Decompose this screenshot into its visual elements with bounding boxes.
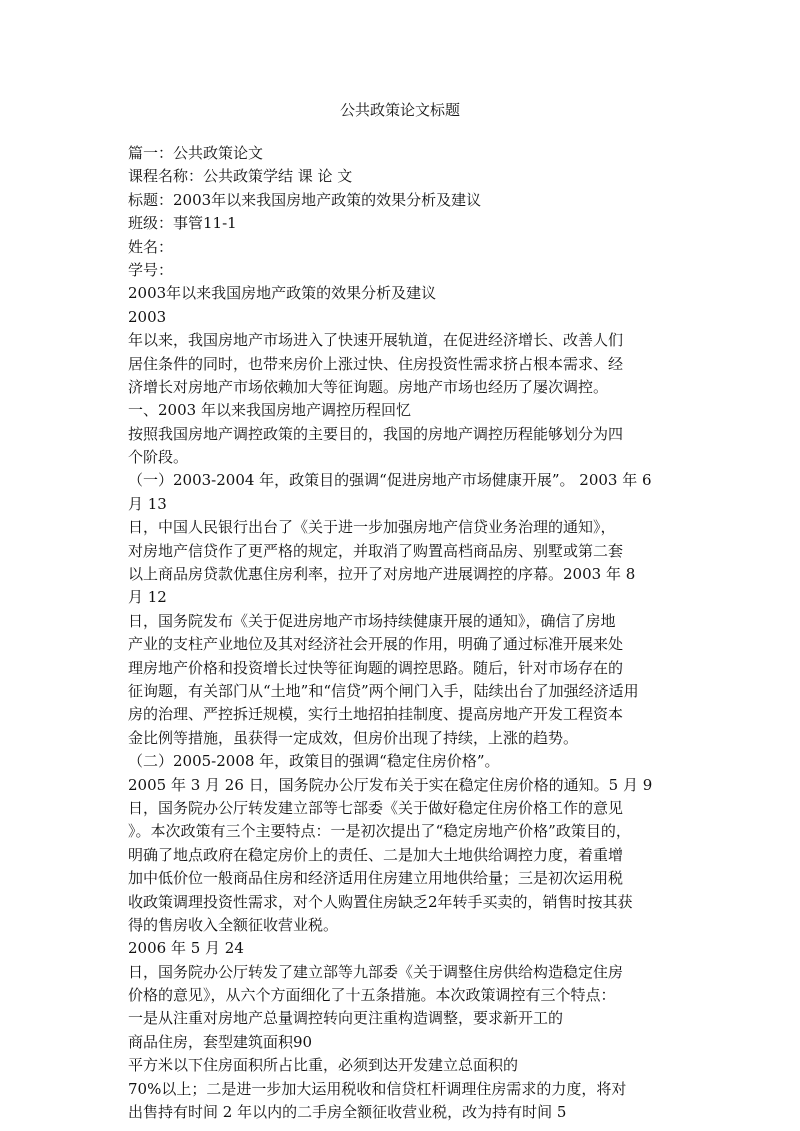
- text-line: 班级：事管11-1: [128, 214, 237, 233]
- text-line: 居住条件的同时，也带来房价上涨过快、住房投资性需求挤占根本需求、经: [128, 354, 624, 373]
- text-line: 征询题，有关部门从“土地”和“信贷”两个闸门入手，陆续出台了加强经济适用: [128, 681, 639, 700]
- text-line: 济增长对房地产市场依赖加大等征询题。房地产市场也经历了屡次调控。: [128, 377, 609, 396]
- text-line: （一）2003-2004 年，政策目的强调“促进房地产市场健康开展”。 2003 年 6: [128, 471, 652, 490]
- text-line: 产业的支柱产业地位及其对经济社会开展的作用，明确了通过标准开展来处: [128, 635, 624, 654]
- text-line: 月 12: [128, 588, 167, 607]
- text-line: 日，国务院发布《关于促进房地产市场持续健康开展的通知》，确信了房地: [128, 611, 616, 630]
- text-line: 一是从注重对房地产总量调控转向更注重构造调整，要求新开工的: [128, 1009, 564, 1028]
- text-line: 房的治理、严控拆迁规模，实行土地招拍挂制度、提高房地产开发工程资本: [128, 705, 624, 724]
- text-line: 平方米以下住房面积所占比重，必须到达开发建立总面积的: [128, 1056, 519, 1075]
- text-line: 标题：2003年以来我国房地产政策的效果分析及建议: [128, 190, 482, 209]
- text-line: 个阶段。: [128, 448, 189, 467]
- text-line: 收政策调理投资性需求，对个人购置住房缺乏2年转手买卖的，销售时按其获: [128, 892, 633, 911]
- text-line: 2006 年 5 月 24: [128, 939, 244, 958]
- text-line: 明确了地点政府在稳定房价上的责任、二是加大土地供给调控力度，着重增: [128, 845, 624, 864]
- text-line: 金比例等措施，虽获得一定成效，但房价出现了持续，上涨的趋势。: [128, 728, 579, 747]
- text-line: 一、2003 年以来我国房地产调控历程回忆: [128, 401, 411, 420]
- document-title: 公共政策论文标题: [339, 101, 460, 119]
- text-line: 课程名称：公共政策学结 课 论 文: [128, 167, 353, 186]
- text-line: 2003年以来我国房地产政策的效果分析及建议: [128, 284, 437, 303]
- text-line: 》。本次政策有三个主要特点：一是初次提出了“稳定房地产价格”政策目的，: [128, 822, 631, 841]
- text-line: 学号：: [128, 260, 174, 279]
- text-line: 2005 年 3 月 26 日，国务院办公厅发布关于实在稳定住房价格的通知。5 月 9: [128, 775, 653, 794]
- text-line: 70%以上；二是进一步加大运用税收和信贷杠杆调理住房需求的力度，将对: [128, 1079, 627, 1098]
- text-line: 篇一：公共政策论文: [128, 144, 264, 162]
- text-line: 日，国务院办公厅转发建立部等七部委《关于做好稳定住房价格工作的意见: [128, 798, 624, 817]
- text-line: 商品住房，套型建筑面积90: [128, 1032, 313, 1051]
- text-line: 2003: [128, 307, 167, 326]
- text-line: 日，中国人民银行出台了《关于进一步加强房地产信贷业务治理的通知》，: [128, 518, 616, 537]
- text-line: 得的售房收入全额征收营业税。: [128, 915, 339, 934]
- text-line: 价格的意见》，从六个方面细化了十五条措施。本次政策调控有三个特点：: [128, 986, 616, 1005]
- text-line: （二）2005-2008 年，政策目的强调“稳定住房价格”。: [128, 752, 500, 771]
- text-line: 对房地产信贷作了更严格的规定，并取消了购置高档商品房、别墅或第二套: [128, 541, 624, 560]
- text-line: 年以来，我国房地产市场进入了快速开展轨道，在促进经济增长、改善人们: [128, 331, 624, 350]
- document-body: [128, 142, 668, 1124]
- text-line: 以上商品房贷款优惠住房利率，拉开了对房地产进展调控的序幕。2003 年 8: [128, 565, 636, 584]
- text-line: 按照我国房地产调控政策的主要目的，我国的房地产调控历程能够划分为四: [128, 424, 624, 443]
- text-line: 加中低价位一般商品住房和经济适用住房建立用地供给量；三是初次运用税: [128, 869, 624, 888]
- text-line: 姓名：: [128, 237, 174, 256]
- text-line: 月 13: [128, 494, 167, 513]
- text-line: 出售持有时间 2 年以内的二手房全额征收营业税，改为持有时间 5: [128, 1103, 567, 1122]
- text-line: 理房地产价格和投资增长过快等征询题的调控思路。随后，针对市场存在的: [128, 658, 624, 677]
- text-line: 日，国务院办公厅转发了建立部等九部委《关于调整住房供给构造稳定住房: [128, 962, 624, 981]
